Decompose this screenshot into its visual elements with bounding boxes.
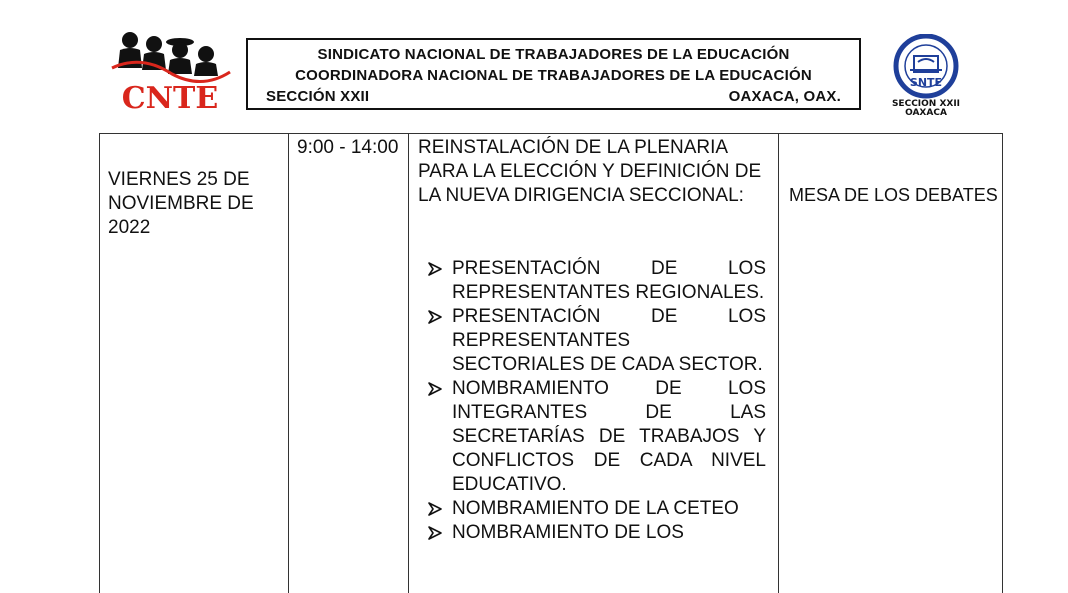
date-cell: VIERNES 25 DE NOVIEMBRE DE 2022 bbox=[108, 169, 254, 238]
arrowhead-bullet-icon bbox=[426, 305, 444, 329]
snte-caption-2: OAXACA bbox=[905, 108, 947, 116]
activity-list bbox=[426, 257, 766, 545]
list-item-text: NOMBRAMIENTO DE LOS INTEGRANTES DE LAS SECRETARÍAS DE TRABAJOS Y CONFLICTOS DE CADA NIVEL EDUCATIVO. bbox=[452, 378, 766, 495]
arrowhead-bullet-icon bbox=[426, 521, 444, 545]
arrowhead-bullet-icon bbox=[426, 257, 444, 281]
header-line-2: COORDINADORA NACIONAL DE TRABAJADORES DE LA EDUCACIÓN bbox=[295, 67, 812, 84]
section-label: SECCIÓN XXII bbox=[266, 88, 370, 105]
arrowhead-bullet-icon bbox=[426, 497, 444, 521]
list-item-text: PRESENTACIÓN DE LOS REPRESENTANTES SECTORIALES DE CADA SECTOR. bbox=[452, 306, 766, 375]
list-item bbox=[426, 497, 766, 521]
snte-seal-text: SNTE bbox=[909, 76, 943, 89]
location-label: OAXACA, OAX. bbox=[728, 88, 841, 105]
time-cell: 9:00 - 14:00 bbox=[297, 137, 399, 158]
responsible-cell: MESA DE LOS DEBATES bbox=[789, 185, 998, 205]
snte-caption-1: SECCION XXII bbox=[891, 99, 961, 109]
list-item bbox=[426, 521, 766, 545]
list-item-text: NOMBRAMIENTO DE LA CETEO bbox=[452, 498, 739, 519]
header-line-1: SINDICATO NACIONAL DE TRABAJADORES DE LA EDUCACIÓN bbox=[317, 46, 790, 63]
list-item-text: NOMBRAMIENTO DE LOS bbox=[452, 522, 684, 543]
column-divider bbox=[778, 134, 779, 593]
arrowhead-bullet-icon bbox=[426, 377, 444, 401]
column-divider bbox=[408, 134, 409, 593]
cnte-logo bbox=[108, 28, 232, 114]
list-item bbox=[426, 377, 766, 497]
list-item bbox=[426, 257, 766, 305]
cnte-logo-text: CNTE bbox=[121, 81, 219, 114]
list-item bbox=[426, 305, 766, 377]
activity-title: REINSTALACIÓN DE LA PLENARIA PARA LA ELECCIÓN Y DEFINICIÓN DE LA NUEVA DIRIGENCIA SECCIONAL: bbox=[418, 137, 762, 206]
column-divider bbox=[288, 134, 289, 593]
schedule-table bbox=[99, 133, 1003, 593]
list-item-text: PRESENTACIÓN DE LOS REPRESENTANTES REGIONALES. bbox=[452, 258, 766, 303]
snte-seal bbox=[876, 34, 976, 116]
header-box bbox=[246, 38, 861, 110]
